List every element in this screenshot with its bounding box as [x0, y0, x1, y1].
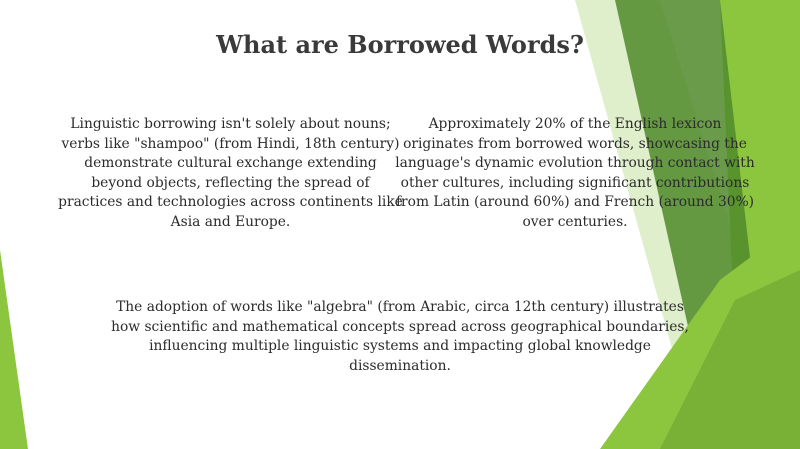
slide-title: What are Borrowed Words? — [216, 30, 584, 59]
left-green-sliver — [0, 250, 28, 449]
paragraph-verb-borrowing: Linguistic borrowing isn't solely about nouns; verbs like "shampoo" (from Hindi, 18th century) demonstrate cultural exchange extending beyond objects, reflecting the spread of practices and technologies across continents like Asia and Europe. — [58, 116, 403, 230]
paragraph-lexicon-origins: Approximately 20% of the English lexicon originates from borrowed words, showcasing the language's dynamic evolution through contact with other cultures, including significant contributions from Latin (around 60%) and French (around 30%) over centuries. — [395, 116, 755, 230]
paragraph-scientific-words: The adoption of words like "algebra" (from Arabic, circa 12th century) illustrates how scientific and mathematical concepts spread across geographical boundaries, influencing multiple linguistic systems and impacting global knowledge dissemination. — [111, 299, 689, 374]
